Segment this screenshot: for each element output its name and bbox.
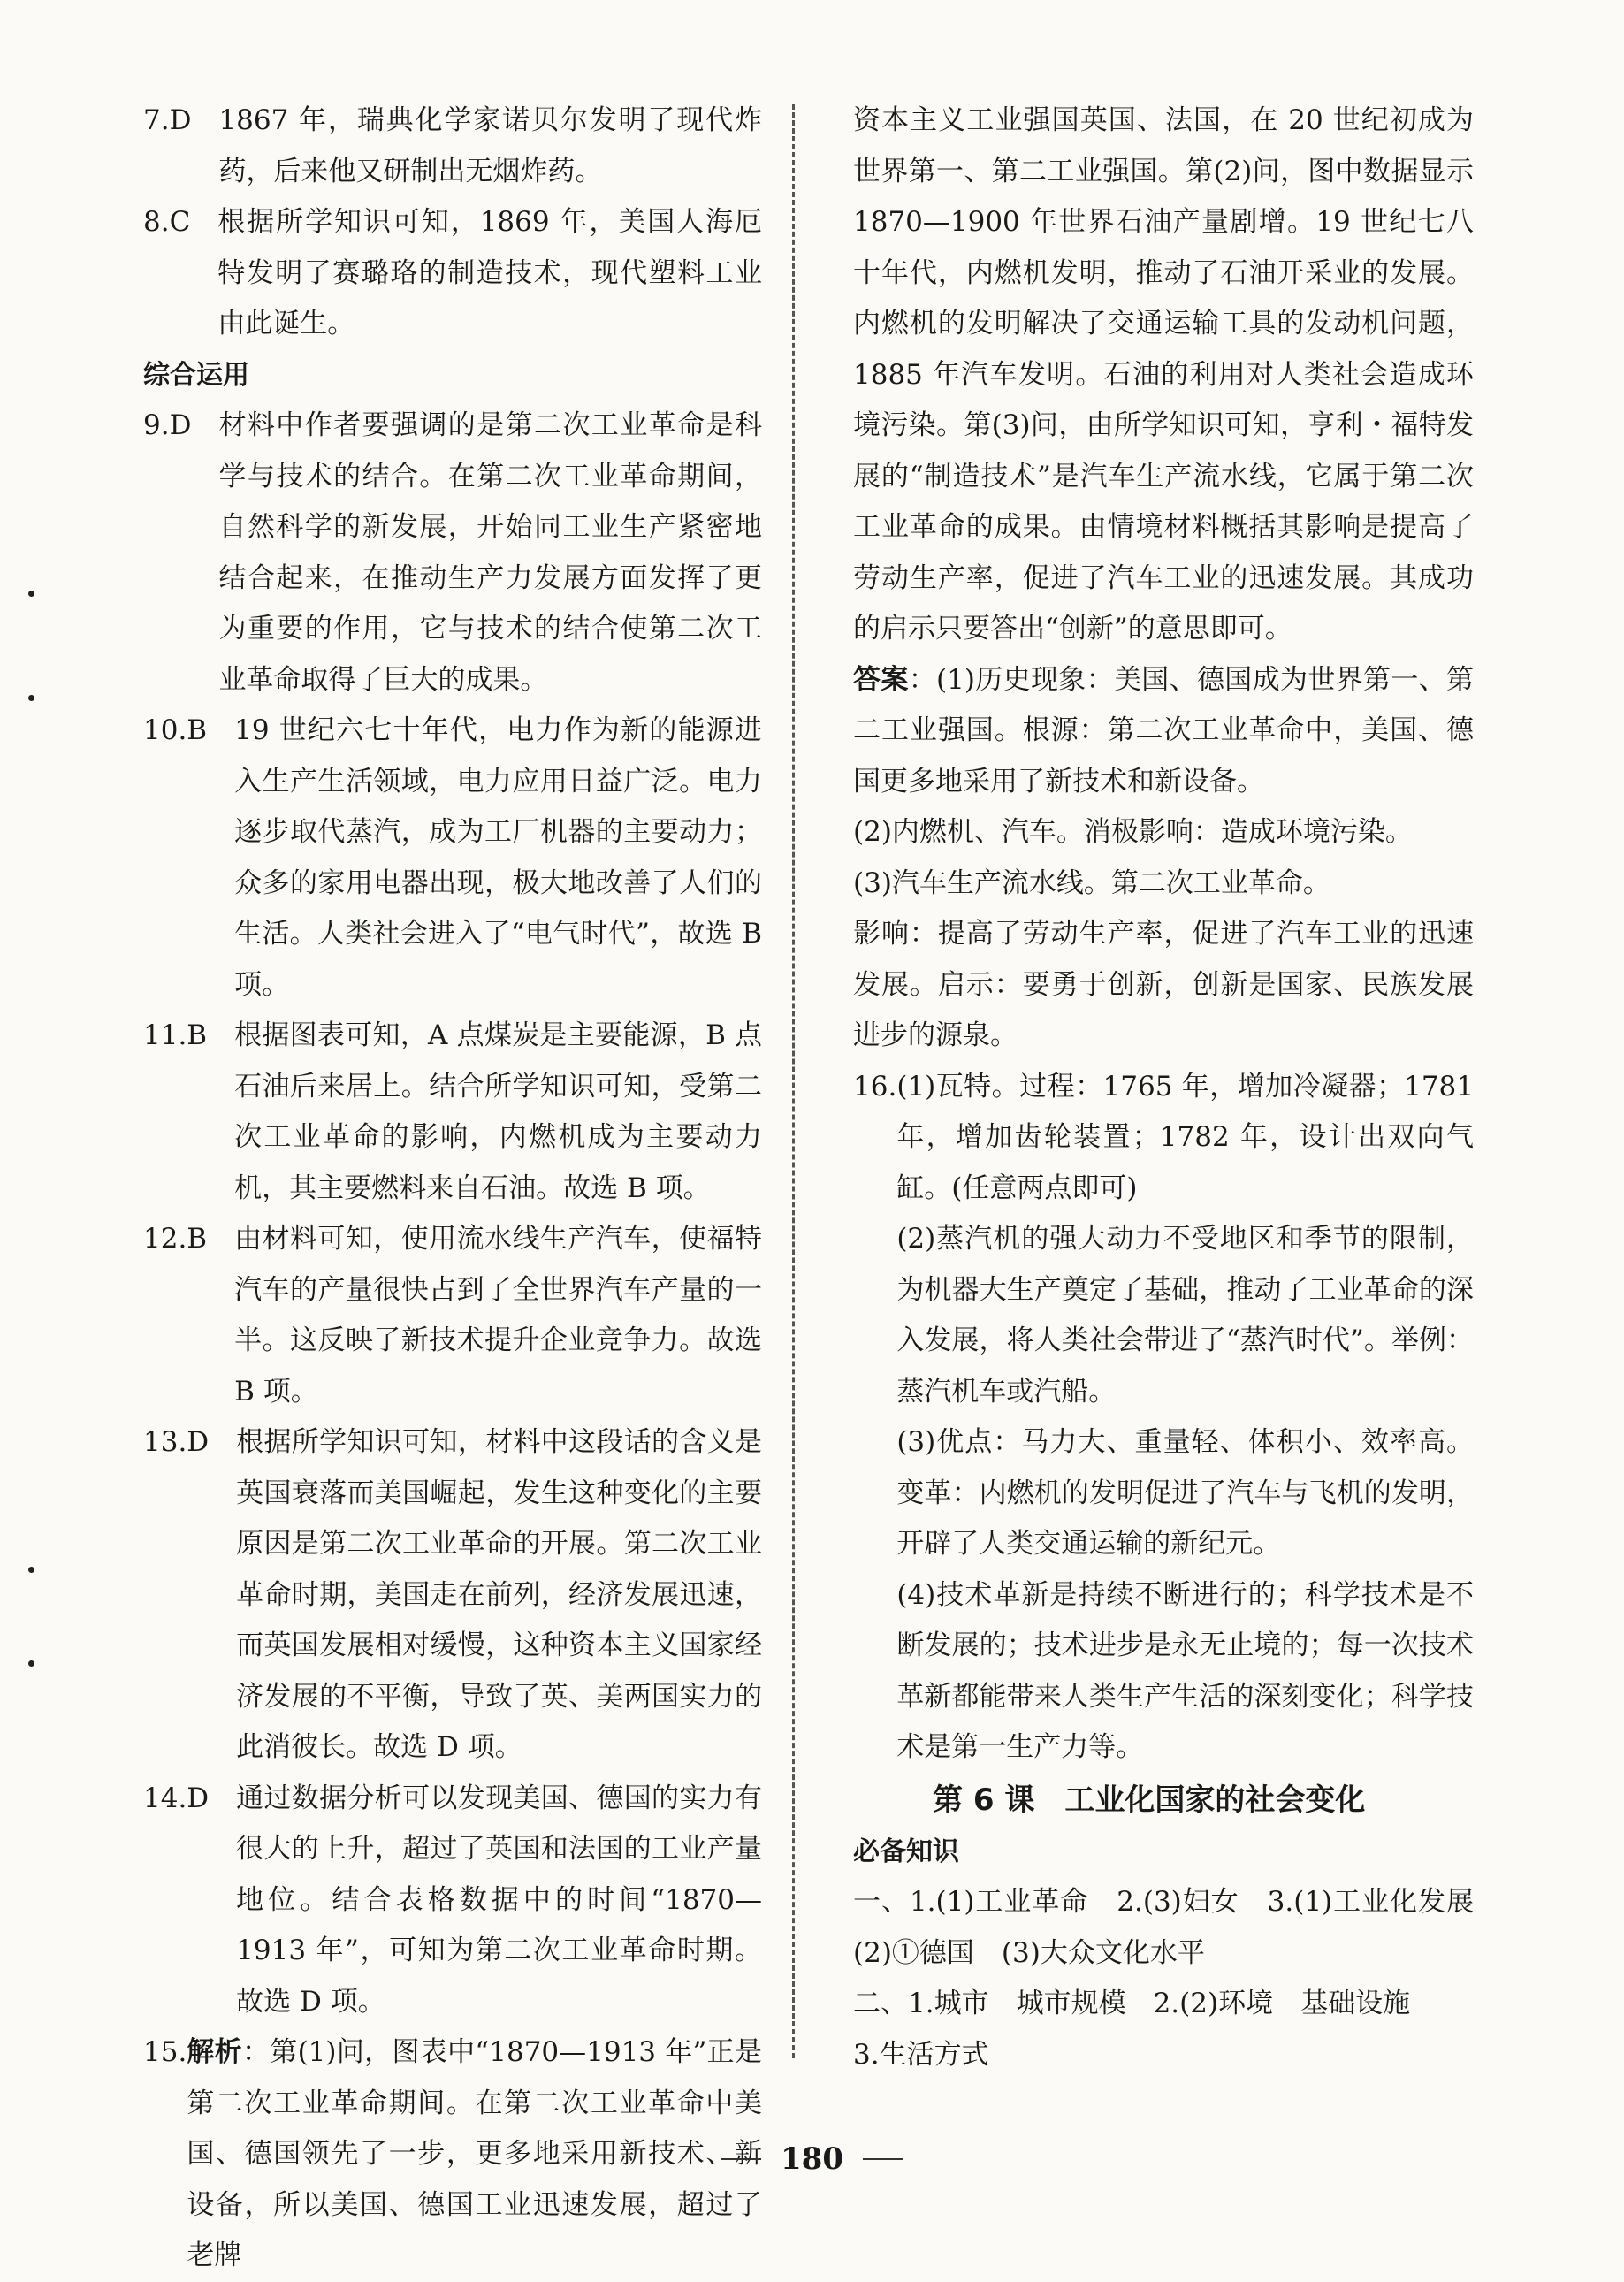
item-number: 8.C [143, 206, 218, 238]
item-number: 16. [853, 1070, 897, 1103]
footer-dash-right [863, 2158, 903, 2160]
answer-label: 答案 [853, 663, 909, 696]
item-number: 12.B [143, 1223, 235, 1255]
section-heading-essential: 必备知识 [853, 1836, 959, 1867]
footer-dash-left [721, 2158, 761, 2160]
answer-item-13 [143, 1417, 762, 1774]
answer-item-7 [143, 95, 762, 197]
page-number: 180 [781, 2141, 843, 2177]
answer-item-8 [143, 197, 762, 350]
item-16-part-2: (2)蒸汽机的强大动力不受地区和季节的限制，为机器大生产奠定了基础，推动了工业革命的深入发展，将人类社会带进了“蒸汽时代”。举例：蒸汽机车或汽船。 [896, 1223, 1474, 1408]
item-number: 11.B [143, 1019, 235, 1051]
item-16-part-4: (4)技术革新是持续不断进行的；科学技术是不断发展的；技术进步是永无止境的；每一次技术革新都能带来人类生产生活的深刻变化；科学技术是第一生产力等。 [896, 1578, 1474, 1763]
item-number: 9.D [143, 409, 219, 441]
section-heading-comprehensive: 综合运用 [143, 359, 249, 391]
lesson-title: 第 6 课 工业化国家的社会变化 [933, 1782, 1366, 1818]
column-divider [792, 104, 795, 2058]
page-footer [0, 2141, 1624, 2177]
item-number: 10.B [143, 714, 235, 746]
item-text: 1867 年，瑞典化学家诺贝尔发明了现代炸药，后来他又研制出无烟炸药。 [218, 104, 762, 187]
item-text: 由材料可知，使用流水线生产汽车，使福特汽车的产量很快占到了全世界汽车产量的一半。这反映了新技术提升企业竞争力。故选 B 项。 [234, 1223, 762, 1408]
knowledge-line-3: 3.生活方式 [853, 2038, 989, 2071]
margin-mark [28, 1567, 34, 1573]
answer-text-3: (3)汽车生产流水线。第二次工业革命。 [853, 866, 1330, 899]
answer-item-9 [143, 401, 762, 706]
item-text: 通过数据分析可以发现美国、德国的实力有很大的上升，超过了英国和法国的工业产量地位。结合表格数据中的时间“1870—1913 年”，可知为第二次工业革命时期。故选 D 项。 [236, 1782, 762, 2018]
left-column [143, 95, 762, 2282]
margin-mark [28, 591, 34, 597]
knowledge-line-2: 二、1.城市 城市规模 2.(2)环境 基础设施 [853, 1988, 1411, 2019]
answer-text-4: 影响：提高了劳动生产率，促进了汽车工业的迅速发展。启示：要勇于创新，创新是国家、民族发展进步的源泉。 [853, 918, 1474, 1051]
answer-item-12 [143, 1214, 762, 1417]
answer-item-10 [143, 706, 762, 1011]
item-number: 7.D [143, 104, 219, 136]
answer-item-14 [143, 1774, 762, 2028]
item-text: 根据图表可知，A 点煤炭是主要能源，B 点石油后来居上。结合所学知识可知，受第二次工业革命的影响，内燃机成为主要动力机，其主要燃料来自石油。故选 B 项。 [234, 1019, 762, 1204]
right-column [853, 95, 1501, 2080]
margin-mark [28, 1660, 34, 1667]
item-16-part-1: (1)瓦特。过程：1765 年，增加冷凝器；1781 年，增加齿轮装置；1782 年，设计出双向气缸。(任意两点即可) [896, 1070, 1474, 1204]
analysis-continuation: 资本主义工业强国英国、法国，在 20 世纪初成为世界第一、第二工业强国。第(2)问，图中数据显示 1870—1900 年世界石油产量剧增。19 世纪七八十年代，内燃机发明，推动了石油开采业的发展。内燃机的发明解决了交通运输工具的发动机问题，1885 年汽车发明。石油的利用对人类社会造成环境污染。第(3)问，由所学知识可知，亨利・福特发展的“制造技术”是汽车生产流水线，它属于第二次工业革命的成果。由情境材料概括其影响是提高了劳动生产率，促进了汽车工业的迅速发展。其成功的启示只要答出“创新”的意思即可。 [853, 104, 1474, 645]
item-text: 根据所学知识可知，1869 年，美国人海厄特发明了赛璐珞的制造技术，现代塑料工业由此诞生。 [217, 206, 762, 340]
item-16-part-3: (3)优点：马力大、重量轻、体积小、效率高。变革：内燃机的发明促进了汽车与飞机的发明，开辟了人类交通运输的新纪元。 [896, 1426, 1474, 1560]
margin-mark [28, 695, 34, 701]
answer-item-16 [853, 1062, 1474, 1774]
answer-text-2: (2)内燃机、汽车。消极影响：造成环境污染。 [853, 816, 1413, 848]
answer-text-1: ：(1)历史现象：美国、德国成为世界第一、第二工业强国。根源：第二次工业革命中，美国、德国更多地采用了新技术和新设备。 [853, 663, 1475, 798]
item-16-body [896, 1062, 1474, 1774]
item-number: 15. [143, 2036, 187, 2068]
item-text: 根据所学知识可知，材料中这段话的含义是英国衰落而美国崛起，发生这种变化的主要原因是第二次工业革命的开展。第二次工业革命时期，美国走在前列，经济发展迅速，而英国发展相对缓慢，这种资本主义国家经济发展的不平衡，导致了英、美两国实力的此消彼长。故选 D 项。 [236, 1426, 762, 1763]
knowledge-line-1: 一、1.(1)工业革命 2.(3)妇女 3.(1)工业化发展 (2)①德国 (3)大众文化水平 [853, 1886, 1501, 1969]
answer-item-11 [143, 1011, 762, 1214]
analysis-text: ：第(1)问，图表中“1870—1913 年”正是第二次工业革命期间。在第二次工业革命中美国、德国领先了一步，更多地采用新技术、新设备，所以美国、德国工业迅速发展，超过了老牌 [187, 2036, 763, 2271]
item-number: 14.D [143, 1782, 237, 1814]
item-text: 材料中作者要强调的是第二次工业革命是科学与技术的结合。在第二次工业革命期间，自然科学的新发展，开始同工业生产紧密地结合起来，在推动生产力发展方面发挥了更为重要的作用，它与技术的结合使第二次工业革命取得了巨大的成果。 [218, 409, 762, 696]
answer-block-1 [853, 655, 1474, 808]
analysis-label: 解析 [187, 2036, 242, 2068]
item-number: 13.D [143, 1426, 237, 1458]
item-text: 19 世纪六七十年代，电力作为新的能源进入生产生活领域，电力应用日益广泛。电力逐步取代蒸汽，成为工厂机器的主要动力；众多的家用电器出现，极大地改善了人们的生活。人类社会进入了“电气时代”，故选 B 项。 [234, 714, 762, 1001]
